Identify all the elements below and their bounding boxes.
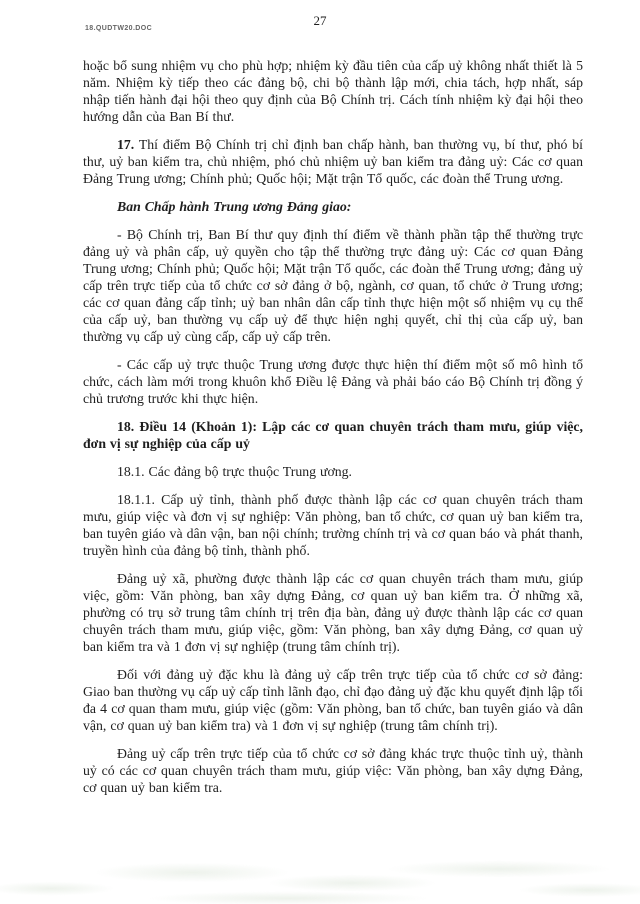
paragraph: Đảng uỷ cấp trên trực tiếp của tổ chức cơ sở đảng khác trực thuộc tỉnh uỷ, thành uỷ có các cơ quan chuyên trách tham mưu, giúp việc: Văn phòng, ban xây dựng Đảng, cơ quan uỷ ban kiểm tra. [83, 746, 583, 795]
paragraph: - Bộ Chính trị, Ban Bí thư quy định thí điểm về thành phần tập thể thường trực đảng uỷ và phân cấp, uỷ quyền cho tập thể thường trực đảng uỷ: Các cơ quan Đảng Trung ương; Chính phủ; Quốc hội; Mặt trận Tổ quốc, các đoàn thể Trung ương; đảng uỷ cấp trên trực tiếp của tổ chức cơ sở đảng ở bộ, ngành, cơ quan, tổ chức ở Trung ương; các cơ quan đảng cấp tỉnh; uỷ ban nhân dân cấp tỉnh thực hiện một số nhiệm vụ cụ thể của cấp uỷ, ban thường vụ cấp uỷ để thực hiện nghị quyết, chỉ thị của cấp uỷ, ban thường vụ cấp uỷ cùng cấp, cấp uỷ cấp trên. [83, 227, 583, 344]
paragraph: 17. Thí điểm Bộ Chính trị chỉ định ban chấp hành, ban thường vụ, bí thư, phó bí thư, uỷ ban kiểm tra, chủ nhiệm, phó chủ nhiệm uỷ ban kiểm tra đảng uỷ: Các cơ quan Đảng Trung ương; Chính phủ; Quốc hội; Mặt trận Tổ quốc, các đoàn thể Trung ương. [83, 137, 583, 186]
paragraph: 18.1.1. Cấp uỷ tỉnh, thành phố được thành lập các cơ quan chuyên trách tham mưu, giúp việc và đơn vị sự nghiệp: Văn phòng, ban tổ chức, cơ quan uỷ ban kiểm tra, ban tuyên giáo và dân vận, ban nội chính; trường chính trị và cơ quan báo và phát thanh, truyền hình của đảng bộ tỉnh, thành phố. [83, 492, 583, 558]
paragraph: Đảng uỷ xã, phường được thành lập các cơ quan chuyên trách tham mưu, giúp việc, gồm: Văn phòng, ban xây dựng Đảng, cơ quan uỷ ban kiểm tra. Ở những xã, phường có trụ sở trung tâm chính trị trên địa bàn, đảng uỷ được thành lập các cơ quan chuyên trách tham mưu, giúp việc, gồm: Văn phòng, ban xây dựng Đảng, cơ quan uỷ ban kiểm tra và 1 đơn vị sự nghiệp (trung tâm chính trị). [83, 571, 583, 654]
paragraph: 18.1. Các đảng bộ trực thuộc Trung ương. [117, 464, 352, 479]
paragraph: hoặc bổ sung nhiệm vụ cho phù hợp; nhiệm kỳ đầu tiên của cấp uỷ không nhất thiết là 5 năm. Nhiệm kỳ tiếp theo các đảng bộ, chi bộ thành lập mới, chia tách, hợp nhất, sáp nhập tiến hành đại hội theo quy định của Bộ Chính trị. Cách tính nhiệm kỳ đại hội theo hướng dẫn của Ban Bí thư. [83, 58, 583, 124]
page-number: 27 [313, 13, 327, 28]
paragraph: 18. Điều 14 (Khoản 1): Lập các cơ quan chuyên trách tham mưu, giúp việc, đơn vị sự nghiệp của cấp uỷ [83, 419, 583, 451]
paragraph: - Các cấp uỷ trực thuộc Trung ương được thực hiện thí điểm một số mô hình tổ chức, cách làm mới trong khuôn khổ Điều lệ Đảng và phải báo cáo Bộ Chính trị đồng ý chủ trương trước khi thực hiện. [83, 357, 583, 406]
scan-artifact [0, 834, 640, 904]
paragraph: Đối với đảng uỷ đặc khu là đảng uỷ cấp trên trực tiếp của tổ chức cơ sở đảng: Giao ban thường vụ cấp uỷ cấp tỉnh lãnh đạo, chỉ đạo đảng uỷ đặc khu quyết định lập tối đa 4 cơ quan tham mưu, giúp việc (gồm: Văn phòng, ban tổ chức, ban tuyên giáo và dân vận, cơ quan uỷ ban kiểm tra) và 1 đơn vị sự nghiệp (trung tâm chính trị). [83, 667, 583, 733]
file-reference: 18.QUDTW20.DOC [85, 25, 153, 32]
document-body [83, 57, 583, 807]
paragraph: Ban Chấp hành Trung ương Đảng giao: [117, 199, 352, 214]
